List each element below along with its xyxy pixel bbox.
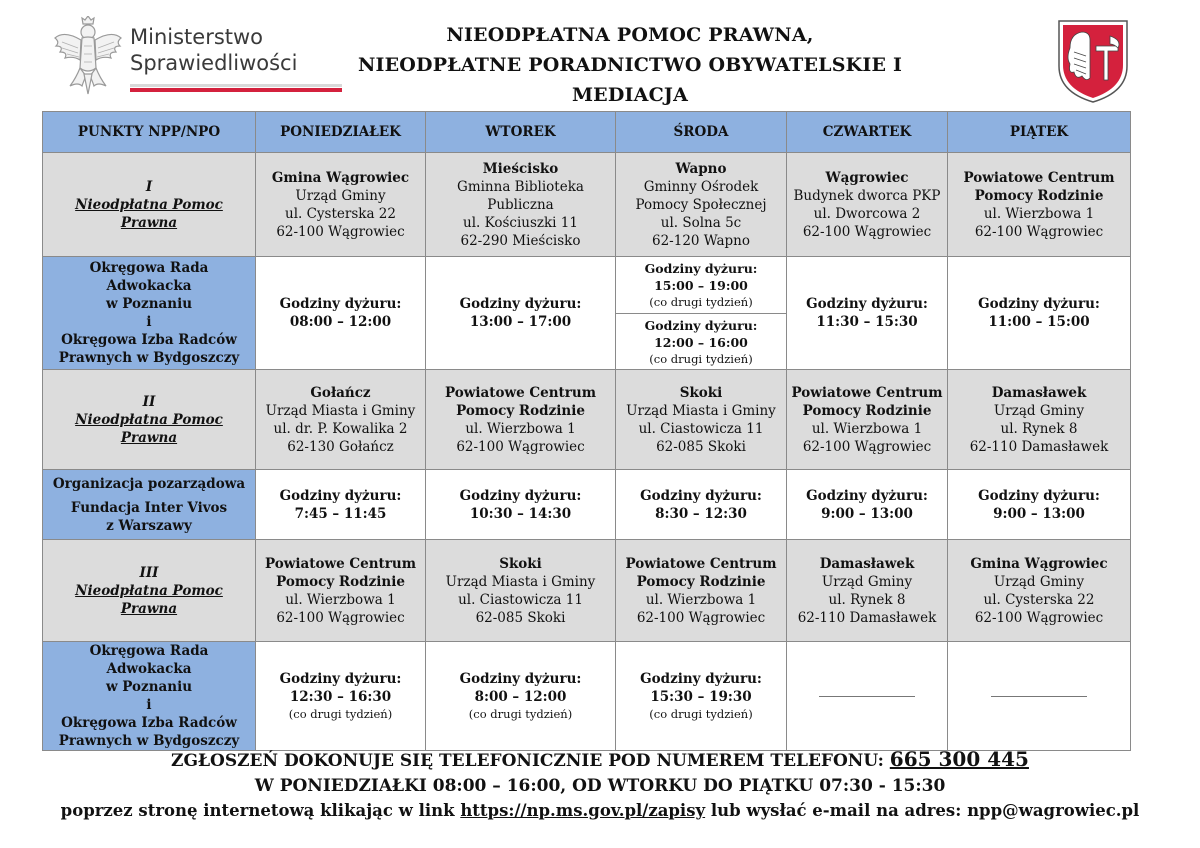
ministry-flag-stripe — [130, 84, 342, 92]
header-wtorek: WTOREK — [426, 112, 616, 153]
hours-cell — [426, 470, 616, 540]
header-czwartek: CZWARTEK — [787, 112, 948, 153]
location-name: Gmina Wągrowiec — [970, 555, 1108, 572]
operator-line: Organizacja pozarządowa — [52, 475, 246, 492]
location-line: 62-085 Skoki — [656, 438, 746, 455]
location-cell — [948, 370, 1131, 470]
location-line: 62-100 Wągrowiec — [974, 223, 1104, 240]
location-line: Pomocy Społecznej — [635, 196, 767, 213]
location-name: Wągrowiec — [825, 169, 909, 186]
location-line: ul. Wierzbowa 1 — [983, 205, 1095, 222]
hours-value: 10:30 – 14:30 — [469, 505, 572, 522]
hours-value: 9:00 – 13:00 — [821, 505, 913, 522]
contact-footer — [20, 746, 1180, 824]
hours-label: Godziny dyżuru: — [640, 671, 762, 687]
location-line: Urząd Miasta i Gminy — [265, 402, 416, 419]
hours-cell — [616, 470, 787, 540]
location-cell — [787, 540, 948, 642]
hours-label: Godziny dyżuru: — [459, 671, 582, 687]
hours-value: 08:00 – 12:00 — [289, 314, 392, 330]
location-name: Damasławek — [991, 384, 1087, 401]
location-line: 62-100 Wągrowiec — [456, 438, 585, 455]
hours-cell — [256, 642, 426, 751]
location-cell — [948, 540, 1131, 642]
location-line: ul. Wierzbowa 1 — [465, 420, 576, 437]
ministry-name-line2: Sprawiedliwości — [130, 51, 298, 75]
hours-cell — [787, 257, 948, 370]
hours-note: (co drugi tydzień) — [288, 707, 393, 721]
table-row — [43, 153, 1131, 257]
location-cell — [256, 540, 426, 642]
hours-cell — [426, 257, 616, 370]
footer-line3 — [20, 798, 1180, 824]
location-name: Gołańcz — [310, 384, 371, 401]
email-address[interactable]: npp@wagrowiec.pl — [967, 801, 1140, 820]
hours-cell — [616, 257, 787, 314]
footer-email-label: lub wysłać e-mail na adres: — [710, 801, 962, 820]
location-line: ul. Cysterska 22 — [285, 205, 396, 222]
location-line: 62-085 Skoki — [475, 609, 566, 626]
schedule-table — [42, 111, 1131, 751]
operator-line: Okręgowa Rada Adwokacka — [89, 643, 209, 677]
location-line: Urząd Gminy — [993, 402, 1085, 419]
hours-cell-empty — [787, 642, 948, 751]
table-row — [43, 470, 1131, 540]
hours-label: Godziny dyżuru: — [806, 487, 928, 504]
point-label-cell — [43, 153, 256, 257]
location-line: ul. Solna 5c — [660, 214, 742, 231]
location-line: 62-120 Wapno — [651, 232, 750, 249]
hours-value: 12:30 – 16:30 — [289, 689, 392, 705]
point-label-cell — [43, 370, 256, 470]
hours-value: 12:00 – 16:00 — [654, 334, 748, 350]
location-line: ul. Kościuszki 11 — [463, 214, 578, 231]
location-line: 62-100 Wągrowiec — [802, 438, 932, 455]
location-line: Publiczna — [487, 196, 554, 213]
location-line: 62-110 Damasławek — [969, 438, 1109, 455]
operator-line: w Poznaniu — [105, 296, 193, 312]
location-name: Powiatowe Centrum Pomocy Rodzinie — [444, 384, 597, 419]
hours-label: Godziny dyżuru: — [279, 671, 402, 687]
location-line: 62-110 Damasławek — [797, 609, 937, 626]
location-line: ul. dr. P. Kowalika 2 — [273, 420, 408, 437]
location-line: 62-100 Wągrowiec — [802, 223, 932, 240]
table-row — [43, 257, 1131, 314]
operator-line: z Warszawy — [106, 517, 192, 534]
operator-line: Okręgowa Izba Radców — [61, 332, 237, 348]
hours-value: 9:00 – 13:00 — [993, 505, 1085, 522]
point-type: Nieodpłatna Pomoc Prawna — [75, 582, 223, 617]
location-line: Gminny Ośrodek — [643, 178, 759, 195]
location-line: 62-100 Wągrowiec — [636, 609, 766, 626]
location-line: Urząd Miasta i Gminy — [445, 573, 596, 590]
hours-value: 15:30 – 19:30 — [650, 689, 752, 705]
ministry-name — [130, 24, 297, 76]
location-line: 62-100 Wągrowiec — [276, 609, 405, 626]
operator-line: w Poznaniu — [105, 679, 193, 695]
location-name: Gmina Wągrowiec — [271, 169, 410, 186]
hours-value: 15:00 – 19:00 — [654, 278, 748, 293]
hours-label: Godziny dyżuru: — [978, 296, 1100, 312]
location-line: 62-290 Mieścisko — [460, 232, 581, 249]
location-line: Urząd Gminy — [821, 573, 913, 590]
point-number: I — [145, 178, 153, 195]
point-number: II — [142, 393, 156, 410]
location-line: ul. Wierzbowa 1 — [285, 591, 396, 608]
hours-cell — [616, 314, 787, 370]
ministry-name-line1: Ministerstwo — [130, 25, 264, 49]
operator-cell — [43, 642, 256, 751]
operator-line: Prawnych w Bydgoszczy — [58, 733, 240, 749]
location-line: Urząd Miasta i Gminy — [626, 402, 776, 419]
location-name: Damasławek — [819, 555, 915, 572]
hours-note: (co drugi tydzień) — [649, 295, 753, 309]
hours-value: 8:30 – 12:30 — [655, 505, 747, 522]
registration-link[interactable]: https://np.ms.gov.pl/zapisy — [460, 801, 706, 820]
location-cell — [426, 153, 616, 257]
location-name: Mieścisko — [482, 160, 559, 177]
location-cell — [256, 153, 426, 257]
footer-link-label: poprzez stronę internetową klikając w link — [60, 801, 455, 820]
operator-line: Prawnych w Bydgoszczy — [58, 350, 240, 366]
hours-cell — [426, 642, 616, 751]
hours-note: (co drugi tydzień) — [649, 707, 753, 721]
eagle-emblem-icon — [52, 16, 124, 96]
hours-label: Godziny dyżuru: — [644, 317, 758, 333]
operator-line: Okręgowa Izba Radców — [61, 715, 237, 731]
hours-cell — [256, 257, 426, 370]
hours-label: Godziny dyżuru: — [279, 487, 402, 504]
hours-label: Godziny dyżuru: — [978, 487, 1100, 504]
hours-label: Godziny dyżuru: — [279, 296, 402, 312]
hours-cell-empty — [948, 642, 1131, 751]
hours-value: 7:45 – 11:45 — [294, 505, 387, 522]
location-cell — [616, 153, 787, 257]
hours-cell — [787, 470, 948, 540]
hours-value: 13:00 – 17:00 — [469, 314, 572, 330]
location-line: Budynek dworca PKP — [793, 187, 941, 204]
location-cell — [426, 370, 616, 470]
document-title — [320, 20, 940, 110]
location-cell — [616, 370, 787, 470]
footer-line2: W PONIEDZIAŁKI 08:00 – 16:00, OD WTORKU DO PIĄTKU 07:30 - 15:30 — [254, 776, 946, 796]
empty-dash — [819, 696, 915, 697]
location-cell — [948, 153, 1131, 257]
phone-number[interactable]: 665 300 445 — [889, 747, 1029, 771]
hours-value: 11:30 – 15:30 — [816, 314, 918, 330]
location-name: Powiatowe Centrum Pomocy Rodzinie — [963, 169, 1115, 204]
table-row — [43, 642, 1131, 751]
location-line: Gminna Biblioteka — [457, 178, 584, 195]
empty-dash — [991, 696, 1087, 697]
header-poniedzialek: PONIEDZIAŁEK — [256, 112, 426, 153]
location-line: 62-100 Wągrowiec — [276, 223, 405, 240]
location-cell — [787, 370, 948, 470]
table-row — [43, 540, 1131, 642]
location-line: Urząd Gminy — [993, 573, 1085, 590]
location-name: Powiatowe Centrum Pomocy Rodzinie — [264, 555, 417, 590]
title-line1: NIEODPŁATNA POMOC PRAWNA, — [446, 24, 814, 46]
location-name: Skoki — [499, 555, 542, 572]
location-line: ul. Ciastowicza 11 — [638, 420, 764, 437]
hours-label: Godziny dyżuru: — [644, 261, 758, 276]
operator-line: i — [146, 697, 152, 713]
hours-label: Godziny dyżuru: — [806, 296, 928, 312]
point-type: Nieodpłatna Pomoc Prawna — [75, 411, 223, 446]
table-row — [43, 370, 1131, 470]
location-cell — [616, 540, 787, 642]
hours-label: Godziny dyżuru: — [459, 296, 582, 312]
hours-value: 11:00 – 15:00 — [988, 314, 1090, 330]
hours-cell — [948, 257, 1131, 370]
hours-value: 8:00 – 12:00 — [474, 689, 567, 705]
title-line2: NIEODPŁATNE PORADNICTWO OBYWATELSKIE I MEDIACJA — [357, 54, 903, 106]
location-line: ul. Rynek 8 — [1000, 420, 1078, 437]
location-line: Urząd Gminy — [295, 187, 386, 204]
operator-line: Okręgowa Rada Adwokacka — [89, 260, 209, 294]
operator-line: Fundacja Inter Vivos — [70, 499, 228, 516]
table-header-row — [43, 112, 1131, 153]
location-name: Wapno — [675, 160, 727, 177]
point-number: III — [139, 564, 159, 581]
location-line: ul. Cysterska 22 — [983, 591, 1095, 608]
header-piatek: PIĄTEK — [948, 112, 1131, 153]
location-name: Powiatowe Centrum Pomocy Rodzinie — [625, 555, 777, 590]
hours-note: (co drugi tydzień) — [649, 351, 753, 366]
location-line: ul. Ciastowicza 11 — [458, 591, 583, 608]
location-cell — [787, 153, 948, 257]
hours-cell — [948, 470, 1131, 540]
footer-phone-label: ZGŁOSZEŃ DOKONUJE SIĘ TELEFONICZNIE POD NUMEREM TELEFONU: — [171, 751, 884, 771]
location-line: ul. Wierzbowa 1 — [645, 591, 757, 608]
location-name: Skoki — [679, 384, 723, 401]
location-cell — [426, 540, 616, 642]
hours-note: (co drugi tydzień) — [468, 707, 573, 721]
location-line: ul. Dworcowa 2 — [813, 205, 921, 222]
ministry-logo — [52, 16, 302, 98]
header-punkty: PUNKTY NPP/NPO — [43, 112, 256, 153]
operator-cell — [43, 257, 256, 370]
point-label-cell — [43, 540, 256, 642]
operator-cell — [43, 470, 256, 540]
coat-of-arms-icon — [1056, 18, 1130, 104]
hours-cell — [616, 642, 787, 751]
location-name: Powiatowe Centrum Pomocy Rodzinie — [791, 384, 943, 419]
hours-label: Godziny dyżuru: — [640, 487, 762, 504]
location-cell — [256, 370, 426, 470]
location-line: ul. Wierzbowa 1 — [811, 420, 923, 437]
operator-line: i — [146, 314, 152, 330]
header-sroda: ŚRODA — [616, 112, 787, 153]
point-type: Nieodpłatna Pomoc Prawna — [75, 196, 223, 231]
hours-label: Godziny dyżuru: — [459, 487, 582, 504]
location-line: 62-130 Gołańcz — [287, 438, 394, 455]
location-line: ul. Rynek 8 — [828, 591, 906, 608]
location-line: 62-100 Wągrowiec — [974, 609, 1104, 626]
hours-cell — [256, 470, 426, 540]
footer-line1 — [20, 746, 1180, 774]
